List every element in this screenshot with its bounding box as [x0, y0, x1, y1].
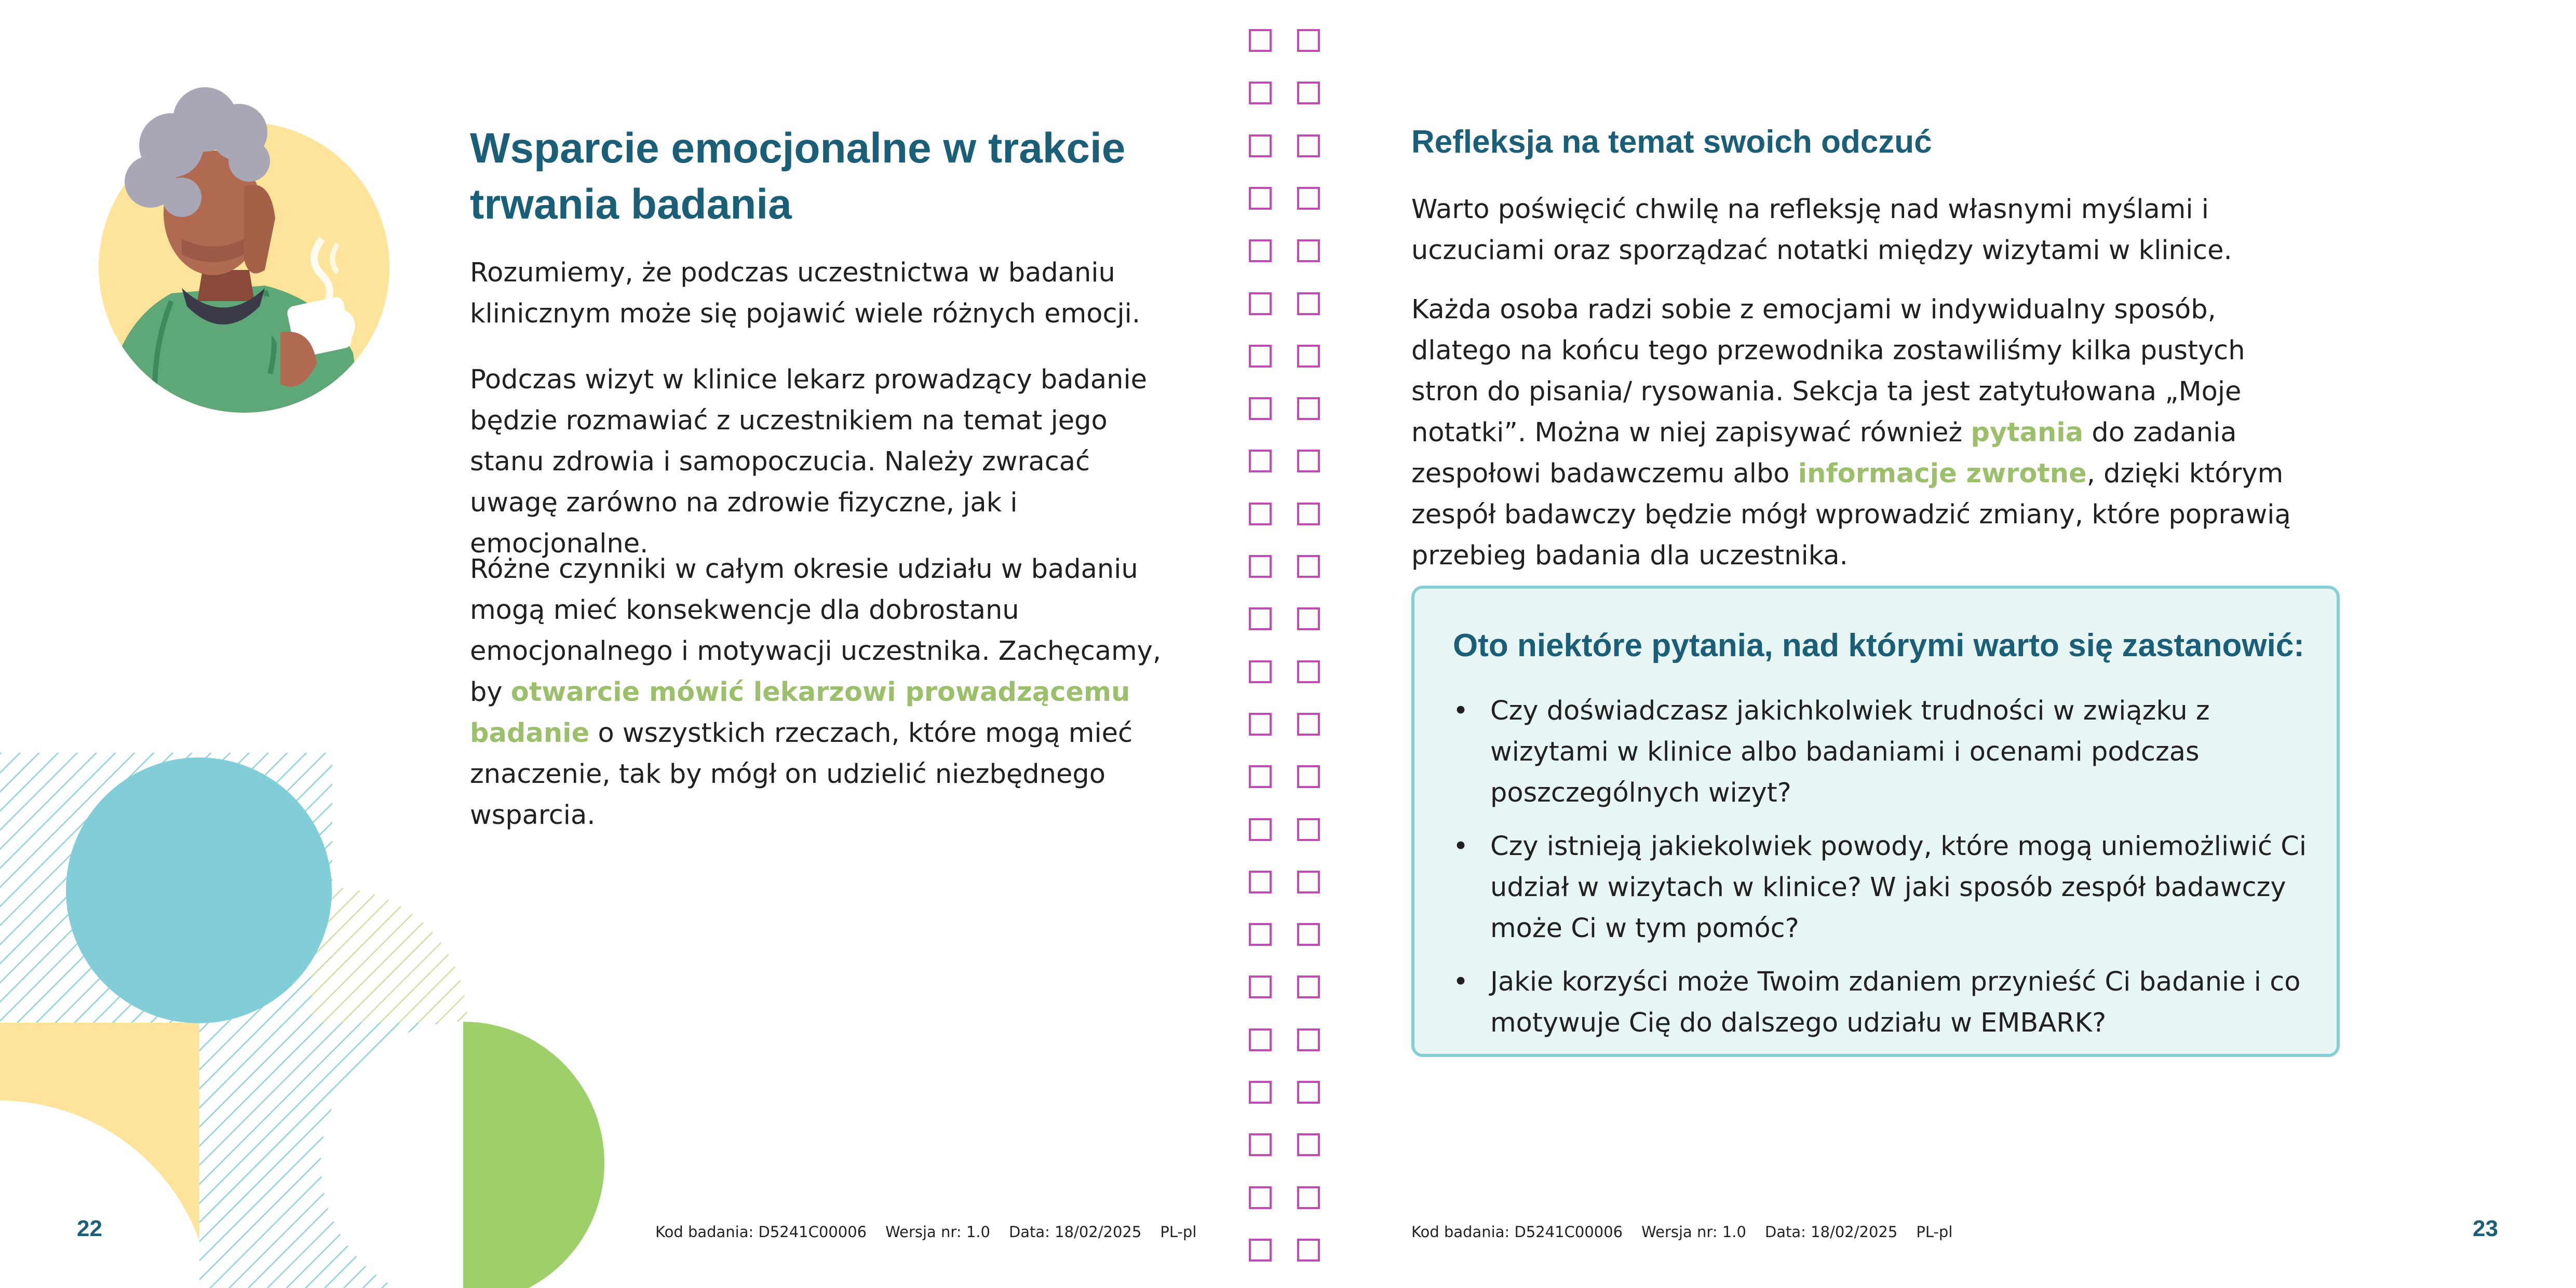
binding-square — [1249, 765, 1272, 788]
footer-study-code: Kod badania: D5241C00006 — [1411, 1223, 1623, 1241]
doctor-visits-paragraph: Podczas wizyt w klinice lekarz prowadzący badanie będzie rozmawiać z uczestnikiem na temat jego stanu zdrowia i samopoczucia. Należy zwracać uwagę zarówno na zdrowie fizyczne, jak i emocjonalne. — [470, 364, 1148, 559]
binding-square — [1297, 1081, 1320, 1104]
list-item-text: Czy doświadczasz jakichkolwiek trudności w związku z wizytami w klinice albo badaniami i ocenami podczas poszczególnych wizyt? — [1490, 696, 2210, 808]
notes-highlight-feedback: informacje zwrotne — [1798, 458, 2087, 489]
list-item — [1453, 961, 2315, 1043]
bullet-marker: • — [1453, 831, 1469, 862]
binding-square — [1297, 713, 1320, 736]
binding-square — [1249, 397, 1272, 420]
notes-text-2: do zadania zespołowi badawczemu albo — [1411, 417, 2237, 489]
list-item — [1453, 690, 2315, 814]
binding-square — [1297, 975, 1320, 998]
binding-square — [1249, 818, 1272, 841]
binding-square — [1297, 292, 1320, 315]
binding-square — [1249, 82, 1272, 104]
binding-square — [1249, 450, 1272, 472]
binding-square — [1297, 134, 1320, 157]
page-number-left: 22 — [77, 1216, 102, 1241]
binding-square — [1249, 1028, 1272, 1051]
binding-square — [1249, 555, 1272, 578]
questions-list — [1453, 690, 2315, 1056]
bullet-marker: • — [1453, 967, 1469, 997]
binding-square — [1297, 555, 1320, 578]
binding-square — [1249, 239, 1272, 262]
notes-text-1: Każda osoba radzi sobie z emocjami w indywidualny sposób, dlatego na końcu tego przewodnika zostawiliśmy kilka pustych stron do pisania/ rysowania. Sekcja ta jest zatytułowana „Moje notatki”. Można w niej zapisywać również — [1411, 294, 2245, 448]
factors-paragraph — [470, 549, 1181, 836]
binding-square — [1249, 660, 1272, 683]
list-item-text: Czy istnieją jakiekolwiek powody, które mogą uniemożliwić Ci udział w wizytach w klinice? W jaki sposób zespół badawczy może Ci w tym pomóc? — [1490, 831, 2307, 944]
binding-square — [1297, 765, 1320, 788]
intro-paragraph: Rozumiemy, że podczas uczestnictwa w badaniu klinicznym może się pojawić wiele różnych emocji. — [470, 257, 1141, 329]
binding-square — [1249, 292, 1272, 315]
binding-square — [1297, 923, 1320, 946]
binding-square — [1297, 345, 1320, 368]
notes-paragraph — [1411, 289, 2304, 576]
binding-square — [1297, 450, 1320, 472]
binding-square — [1297, 607, 1320, 630]
woman-with-tea-cup-illustration — [93, 83, 395, 421]
footer-version: Wersja nr: 1.0 — [885, 1223, 990, 1241]
questions-box — [1411, 586, 2340, 1057]
binding-square — [1297, 239, 1320, 262]
binding-square — [1297, 397, 1320, 420]
notes-text-3: , dzięki którym zespół badawczy będzie mógł wprowadzić zmiany, które poprawią przebieg badania dla uczestnika. — [1411, 458, 2291, 571]
factors-highlight: otwarcie mówić lekarzowi prowadzącemu badanie — [470, 677, 1130, 749]
binding-square — [1297, 1133, 1320, 1156]
footer-locale: PL-pl — [1160, 1223, 1197, 1241]
page-number-right: 23 — [2473, 1216, 2498, 1241]
footer-version: Wersja nr: 1.0 — [1641, 1223, 1746, 1241]
footer-study-code: Kod badania: D5241C00006 — [655, 1223, 867, 1241]
binding-square — [1297, 818, 1320, 841]
list-item-text: Jakie korzyści może Twoim zdaniem przynieść Ci badanie i co motywuje Cię do dalszego udziału w EMBARK? — [1490, 967, 2301, 1038]
questions-box-title: Oto niektóre pytania, nad którymi warto się zastanowić: — [1453, 628, 2304, 663]
binding-square — [1297, 29, 1320, 52]
factors-text-start: Różne czynniki w całym okresie udziału w badaniu mogą mieć konsekwencje dla dobrostanu emocjonalnego i motywacji uczestnika. Zachęcamy, by — [470, 554, 1162, 708]
binding-square — [1249, 503, 1272, 525]
section-title: Refleksja na temat swoich odczuć — [1411, 124, 1932, 160]
binding-square — [1249, 1239, 1272, 1262]
footer-date: Data: 18/02/2025 — [1764, 1223, 1898, 1241]
binding-square — [1249, 607, 1272, 630]
binding-square — [1249, 975, 1272, 998]
footer-date: Data: 18/02/2025 — [1008, 1223, 1142, 1241]
binding-square — [1297, 82, 1320, 104]
bullet-marker: • — [1453, 696, 1469, 726]
binding-square — [1297, 660, 1320, 683]
footer-locale: PL-pl — [1916, 1223, 1953, 1241]
binding-square — [1249, 1186, 1272, 1209]
reflection-paragraph: Warto poświęcić chwilę na refleksję nad własnymi myślami i uczuciami oraz sporządzać notatki między wizytami w klinice. — [1411, 194, 2232, 266]
binding-square — [1297, 503, 1320, 525]
binding-square — [1249, 345, 1272, 368]
binding-square — [1297, 187, 1320, 210]
binding-square — [1249, 871, 1272, 893]
binding-square — [1297, 1239, 1320, 1262]
binding-square — [1297, 1028, 1320, 1051]
notes-highlight-questions: pytania — [1971, 417, 2084, 448]
binding-square — [1297, 1186, 1320, 1209]
binding-square — [1249, 134, 1272, 157]
footer-right — [1411, 1223, 1971, 1241]
footer-left — [655, 1223, 1215, 1241]
list-item — [1453, 826, 2315, 949]
binding-square — [1249, 713, 1272, 736]
page-title: Wsparcie emocjonalne w trakcie trwania badania — [470, 125, 1126, 228]
binding-square — [1249, 923, 1272, 946]
factors-text-end: o wszystkich rzeczach, które mogą mieć znaczenie, tak by mógł on udzielić niezbędnego wsparcia. — [470, 718, 1133, 831]
binding-square — [1297, 871, 1320, 893]
binding-square — [1249, 187, 1272, 210]
binding-square — [1249, 1081, 1272, 1104]
binding-square — [1249, 29, 1272, 52]
binding-square — [1249, 1133, 1272, 1156]
